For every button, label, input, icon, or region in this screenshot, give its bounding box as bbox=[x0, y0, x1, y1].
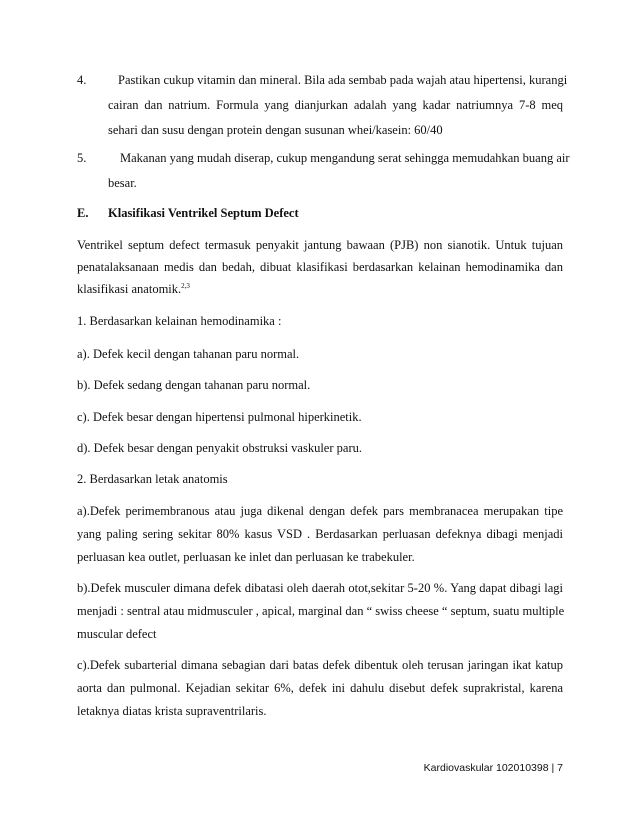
item-5-line-1: Makanan yang mudah diserap, cukup mengandung serat sehingga memudahkan buang air bbox=[120, 151, 570, 165]
item-5-number: 5. bbox=[77, 151, 87, 165]
section-letter: E. bbox=[77, 206, 89, 220]
page-footer bbox=[370, 761, 563, 775]
item-4-line-3: sehari dan susu dengan protein dengan susunan whei/kasein: 60/40 bbox=[108, 123, 443, 137]
item-5-line-2: besar. bbox=[108, 176, 137, 190]
group-2-a-line-1: a).Defek perimembranous atau juga dikenal dengan defek pars membranacea merupakan tipe bbox=[77, 504, 563, 518]
intro-line-1: Ventrikel septum defect termasuk penyakit jantung bawaan (PJB) non sianotik. Untuk tujuan bbox=[77, 238, 563, 252]
page-number: 7 bbox=[557, 762, 563, 774]
group-2-c-line-2: aorta dan pulmonal. Kejadian sekitar 6%, defek ini dahulu disebut defek suprakristal, karena bbox=[77, 681, 563, 695]
item-4-line-2: cairan dan natrium. Formula yang dianjurkan adalah yang kadar natriumnya 7-8 meq bbox=[108, 98, 563, 112]
group-2-heading: 2. Berdasarkan letak anatomis bbox=[77, 472, 228, 486]
group-1-item-a: a). Defek kecil dengan tahanan paru normal. bbox=[77, 347, 300, 361]
section-title: Klasifikasi Ventrikel Septum Defect bbox=[108, 206, 299, 220]
group-2-c-line-1: c).Defek subarterial dimana sebagian dari batas defek dibentuk oleh terusan jaringan ikat katup bbox=[77, 658, 563, 672]
group-1-item-b: b). Defek sedang dengan tahanan paru normal. bbox=[77, 378, 311, 392]
group-1-item-d: d). Defek besar dengan penyakit obstruksi vaskuler paru. bbox=[77, 441, 362, 455]
group-2-a-line-3: perluasan kea outlet, perluasan ke inlet dan perluasan ke trabekuler. bbox=[77, 550, 415, 564]
intro-line-3 bbox=[77, 281, 563, 297]
footer-separator: | bbox=[551, 762, 555, 774]
intro-line-3-text: klasifikasi anatomik. bbox=[77, 282, 182, 296]
group-1-heading: 1. Berdasarkan kelainan hemodinamika : bbox=[77, 314, 282, 328]
group-1-item-c: c). Defek besar dengan hipertensi pulmonal hiperkinetik. bbox=[77, 410, 362, 424]
intro-line-2: penatalaksanaan medis dan bedah, dibuat klasifikasi berdasarkan kelainan hemodinamika dan bbox=[77, 260, 563, 274]
group-2-b-line-3: muscular defect bbox=[77, 627, 157, 641]
group-2-c-line-3: letaknya diatas krista supraventrilaris. bbox=[77, 704, 267, 718]
item-4-line-1: Pastikan cukup vitamin dan mineral. Bila ada sembab pada wajah atau hipertensi, kurangi bbox=[118, 73, 568, 87]
footer-label: Kardiovaskular 102010398 bbox=[423, 762, 549, 774]
group-2-b-line-2: menjadi : sentral atau midmusculer , apical, marginal dan “ swiss cheese “ septum, suatu multiple bbox=[77, 604, 565, 618]
group-2-b-line-1: b).Defek musculer dimana defek dibatasi oleh daerah otot,sekitar 5-20 %. Yang dapat dibagi lagi bbox=[77, 581, 563, 595]
item-4-number: 4. bbox=[77, 73, 87, 87]
reference-superscript: 2,3 bbox=[181, 281, 190, 290]
group-2-a-line-2: yang paling sering sekitar 80% kasus VSD . Berdasarkan perluasan defeknya dibagi menjadi bbox=[77, 527, 563, 541]
